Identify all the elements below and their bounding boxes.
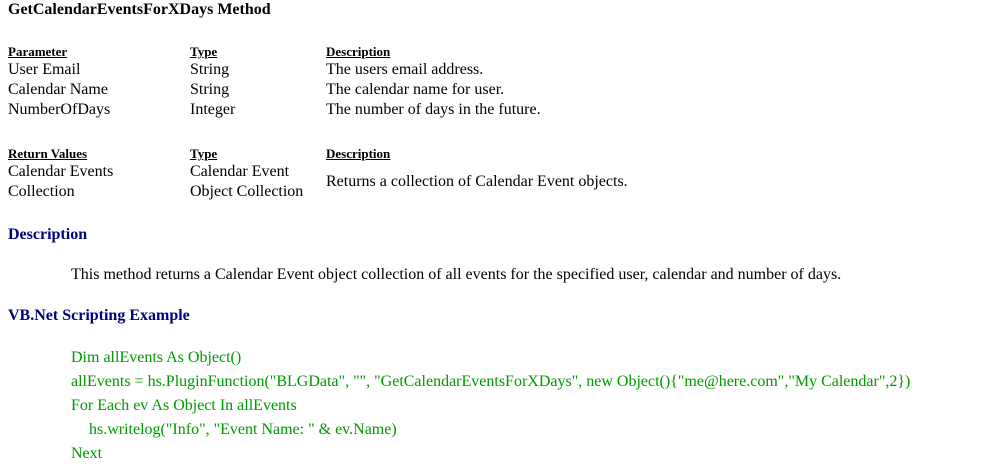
return-value-type-line: Calendar Event [190,163,290,180]
parameter-description: The calendar name for user. [326,81,505,98]
parameter-type: String [190,61,230,78]
example-heading: VB.Net Scripting Example [8,307,190,324]
parameter-name: NumberOfDays [8,101,111,118]
parameter-name: Calendar Name [8,81,108,98]
parameter-description: The number of days in the future. [326,101,541,118]
description-text: This method returns a Calendar Event object collection of all events for the specified user, calendar and number of days. [71,266,842,283]
return-values-table [8,146,926,202]
return-value-type-line: Object Collection [190,183,304,200]
parameter-type: Integer [190,101,236,118]
return-value-type [190,162,326,202]
return-values-header-row [8,146,926,162]
parameter-name: User Email [8,61,81,78]
return-value-name-line: Collection [8,183,75,200]
table-row [8,60,926,80]
description-column-header: Description [326,44,391,59]
code-line: Next [71,445,103,462]
code-line: allEvents = hs.PluginFunction("BLGData", "", "GetCalendarEventsForXDays", new Object(){"me@here.com","My Calendar",2}) [71,373,911,390]
code-example [71,346,910,466]
return-value-description: Returns a collection of Calendar Event objects. [326,173,628,190]
return-value-name [8,162,190,202]
parameter-column-header: Parameter [8,44,68,59]
table-row [8,100,926,120]
return-values-column-header: Return Values [8,146,88,161]
description-heading: Description [8,226,88,243]
type-column-header: Type [190,146,218,161]
code-line: Dim allEvents As Object() [71,349,242,366]
table-row [8,80,926,100]
parameters-header-row [8,44,926,60]
type-column-header: Type [190,44,218,59]
parameter-description: The users email address. [326,61,484,78]
code-line: hs.writelog("Info", "Event Name: " & ev.Name) [89,421,397,438]
description-column-header: Description [326,146,391,161]
parameter-type: String [190,81,230,98]
page-title: GetCalendarEventsForXDays Method [8,1,271,18]
code-line: For Each ev As Object In allEvents [71,397,297,414]
parameters-table [8,44,926,120]
return-value-name-line: Calendar Events [8,163,114,180]
table-row [8,162,926,202]
